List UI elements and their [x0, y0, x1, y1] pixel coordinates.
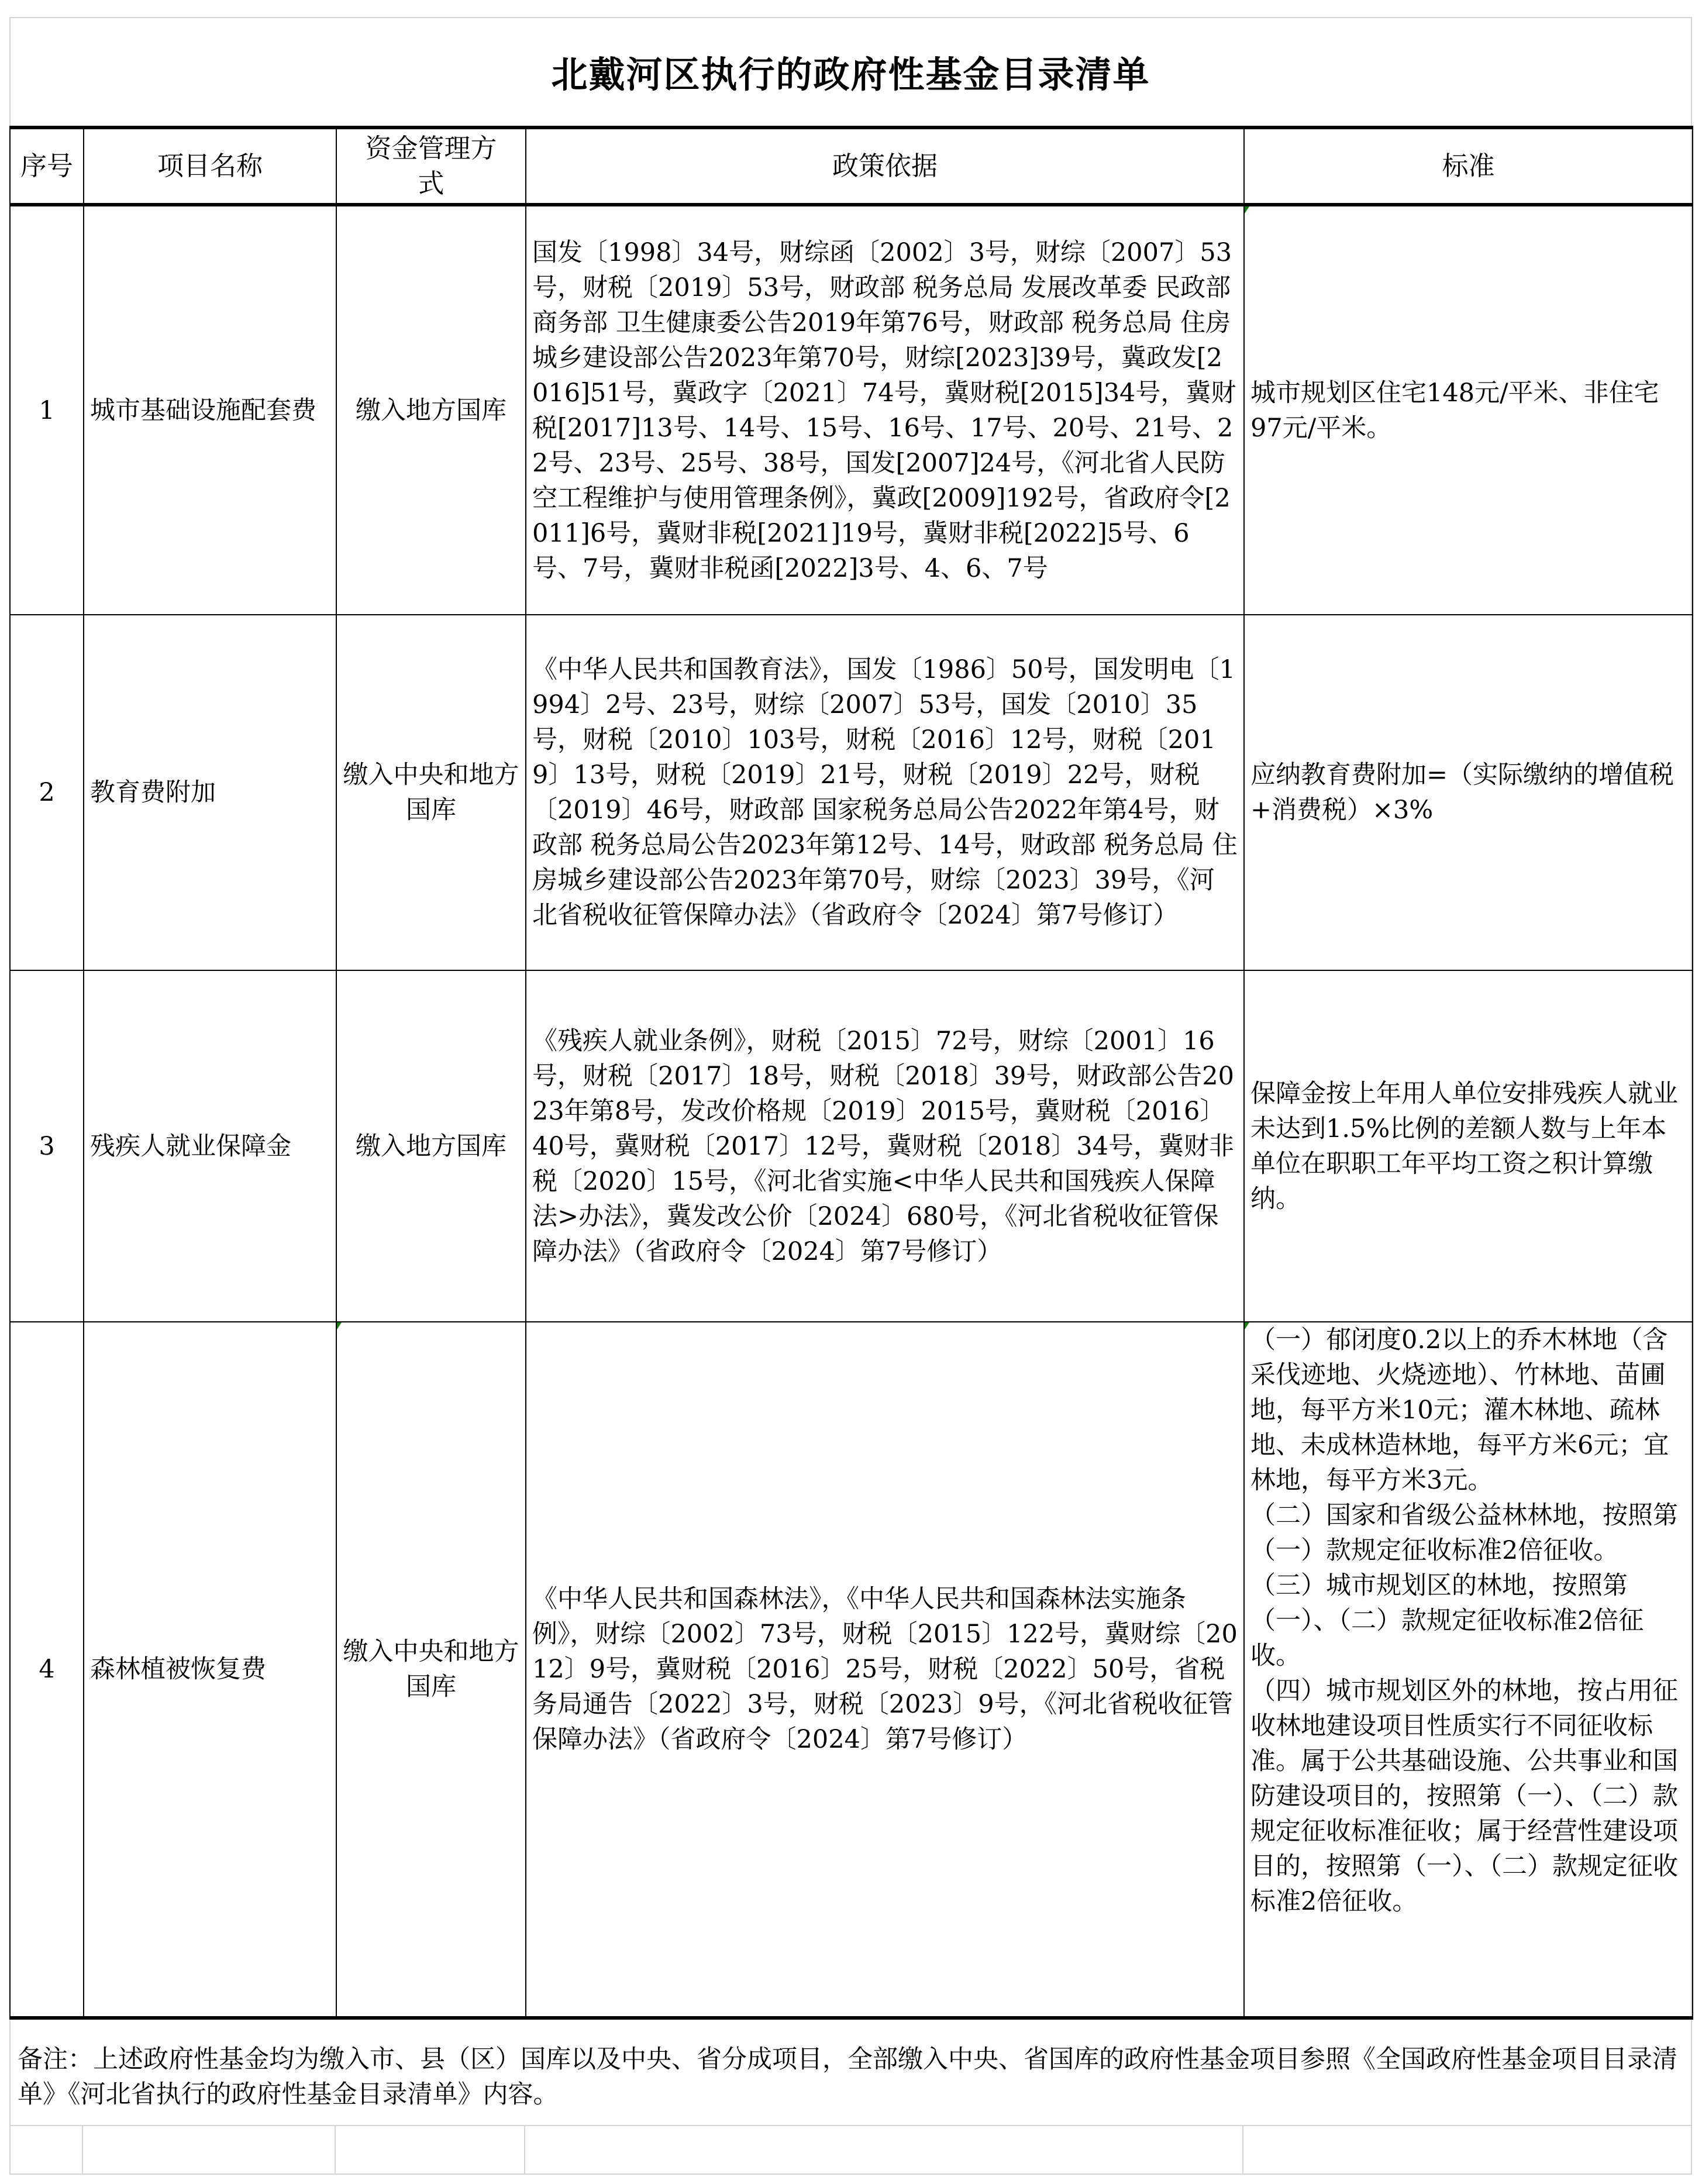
table-header-row	[10, 128, 1693, 205]
comment-marker-icon	[1245, 1322, 1249, 1329]
page-title: 北戴河区执行的政府性基金目录清单	[551, 53, 1150, 96]
gridline	[82, 2126, 83, 2173]
cell-policy[interactable]: 《中华人民共和国教育法》，国发〔1986〕50号，国发明电〔1994〕2号、23号，财综〔2007〕53号，国发〔2010〕35号，财税〔2010〕103号，财税〔2016〕12号，财税〔2019〕13号，财税〔2019〕21号，财税〔2019〕22号，财税〔2019〕46号，财政部 国家税务总局公告2022年第4号，财政部 税务总局公告2023年第12号、14号，财政部 税务总局 住房城乡建设部公告2023年第70号，财综〔2023〕39号，《河北省税收征管保障办法》（省政府令〔2024〕第7号修订）	[526, 615, 1244, 970]
gridline	[335, 2126, 336, 2173]
table-row	[10, 205, 1693, 615]
cell-management[interactable]: 缴入中央和地方国库	[336, 615, 526, 970]
header-management: 资金管理方式	[336, 128, 526, 205]
cell-standard[interactable]: 应纳教育费附加=（实际缴纳的增值税+消费税）×3%	[1244, 615, 1693, 970]
comment-marker-icon	[337, 1322, 342, 1329]
cell-management[interactable]: 缴入地方国库	[336, 970, 526, 1322]
header-index: 序号	[10, 128, 84, 205]
footnote: 备注：上述政府性基金均为缴入市、县（区）国库以及中央、省分成项目，全部缴入中央、省国库的政府性基金项目参照《全国政府性基金项目目录清单》《河北省执行的政府性基金目录清单》内容。	[9, 2016, 1692, 2125]
gridline	[524, 2126, 525, 2173]
gridline	[1242, 2126, 1243, 2173]
cell-policy[interactable]: 《中华人民共和国森林法》，《中华人民共和国森林法实施条例》，财综〔2002〕73号，财税〔2015〕122号，冀财综〔2012〕9号，冀财税〔2016〕25号，财税〔2022〕50号，省税务局通告〔2022〕3号，财税〔2023〕9号，《河北省税收征管保障办法》（省政府令〔2024〕第7号修订）	[526, 1322, 1244, 2018]
table-row	[10, 615, 1693, 970]
standard-paragraph: （二）国家和省级公益林林地，按照第（一）款规定征收标准2倍征收。	[1250, 1501, 1678, 1565]
fund-table	[9, 126, 1693, 2020]
cell-name[interactable]: 教育费附加	[84, 615, 336, 970]
cell-name[interactable]: 城市基础设施配套费	[84, 205, 336, 615]
cell-index[interactable]: 3	[10, 970, 84, 1322]
standard-paragraph: （三）城市规划区的林地，按照第（一）、（二）款规定征收标准2倍征收。	[1250, 1571, 1644, 1670]
cell-index[interactable]: 1	[10, 205, 84, 615]
cell-index[interactable]: 2	[10, 615, 84, 970]
cell-standard[interactable]: 城市规划区住宅148元/平米、非住宅97元/平米。	[1244, 205, 1693, 615]
cell-name[interactable]: 森林植被恢复费	[84, 1322, 336, 2018]
header-standard: 标准	[1244, 128, 1693, 205]
table-row	[10, 970, 1693, 1322]
comment-marker-icon	[1245, 206, 1249, 213]
standard-paragraph: （四）城市规划区外的林地，按占用征收林地建设项目性质实行不同征收标准。属于公共基础设施、公共事业和国防建设项目的，按照第（一）、（二）款规定征收标准征收；属于经营性建设项目的，按照第（一）、（二）款规定征收标准2倍征收。	[1250, 1676, 1678, 1916]
cell-management[interactable]: 缴入中央和地方国库	[336, 1322, 526, 2018]
cell-management[interactable]: 缴入地方国库	[336, 205, 526, 615]
empty-row	[9, 2125, 1692, 2175]
cell-standard[interactable]	[1244, 1322, 1693, 2018]
cell-policy[interactable]: 国发〔1998〕34号，财综函〔2002〕3号，财综〔2007〕53号，财税〔2019〕53号，财政部 税务总局 发展改革委 民政部 商务部 卫生健康委公告2019年第76号，财政部 税务总局 住房城乡建设部公告2023年第70号，财综[2023]39号，冀政发[2016]51号，冀政字〔2021〕74号，冀财税[2015]34号，冀财税[2017]13号、14号、15号、16号、17号、20号、21号、22号、23号、25号、38号，国发[2007]24号，《河北省人民防空工程维护与使用管理条例》，冀政[2009]192号，省政府令[2011]6号，冀财非税[2021]19号，冀财非税[2022]5号、6号、7号，冀财非税函[2022]3号、4、6、7号	[526, 205, 1244, 615]
cell-standard[interactable]: 保障金按上年用人单位安排残疾人就业未达到1.5%比例的差额人数与上年本单位在职职工年平均工资之积计算缴纳。	[1244, 970, 1693, 1322]
header-name: 项目名称	[84, 128, 336, 205]
table-row	[10, 1322, 1693, 2018]
cell-policy[interactable]: 《残疾人就业条例》，财税〔2015〕72号，财综〔2001〕16号，财税〔2017〕18号，财税〔2018〕39号，财政部公告2023年第8号，发改价格规〔2019〕2015号，冀财税〔2016〕40号，冀财税〔2017〕12号，冀财税〔2018〕34号，冀财非税〔2020〕15号，《河北省实施<中华人民共和国残疾人保障法>办法》，冀发改公价〔2024〕680号，《河北省税收征管保障办法》（省政府令〔2024〕第7号修订）	[526, 970, 1244, 1322]
header-policy: 政策依据	[526, 128, 1244, 205]
cell-index[interactable]: 4	[10, 1322, 84, 2018]
standard-paragraph: （一）郁闭度0.2以上的乔木林地（含采伐迹地、火烧迹地）、竹林地、苗圃地，每平方米10元；灌木林地、疏林地、未成林造林地，每平方米6元；宜林地，每平方米3元。	[1250, 1325, 1669, 1495]
cell-name[interactable]: 残疾人就业保障金	[84, 970, 336, 1322]
